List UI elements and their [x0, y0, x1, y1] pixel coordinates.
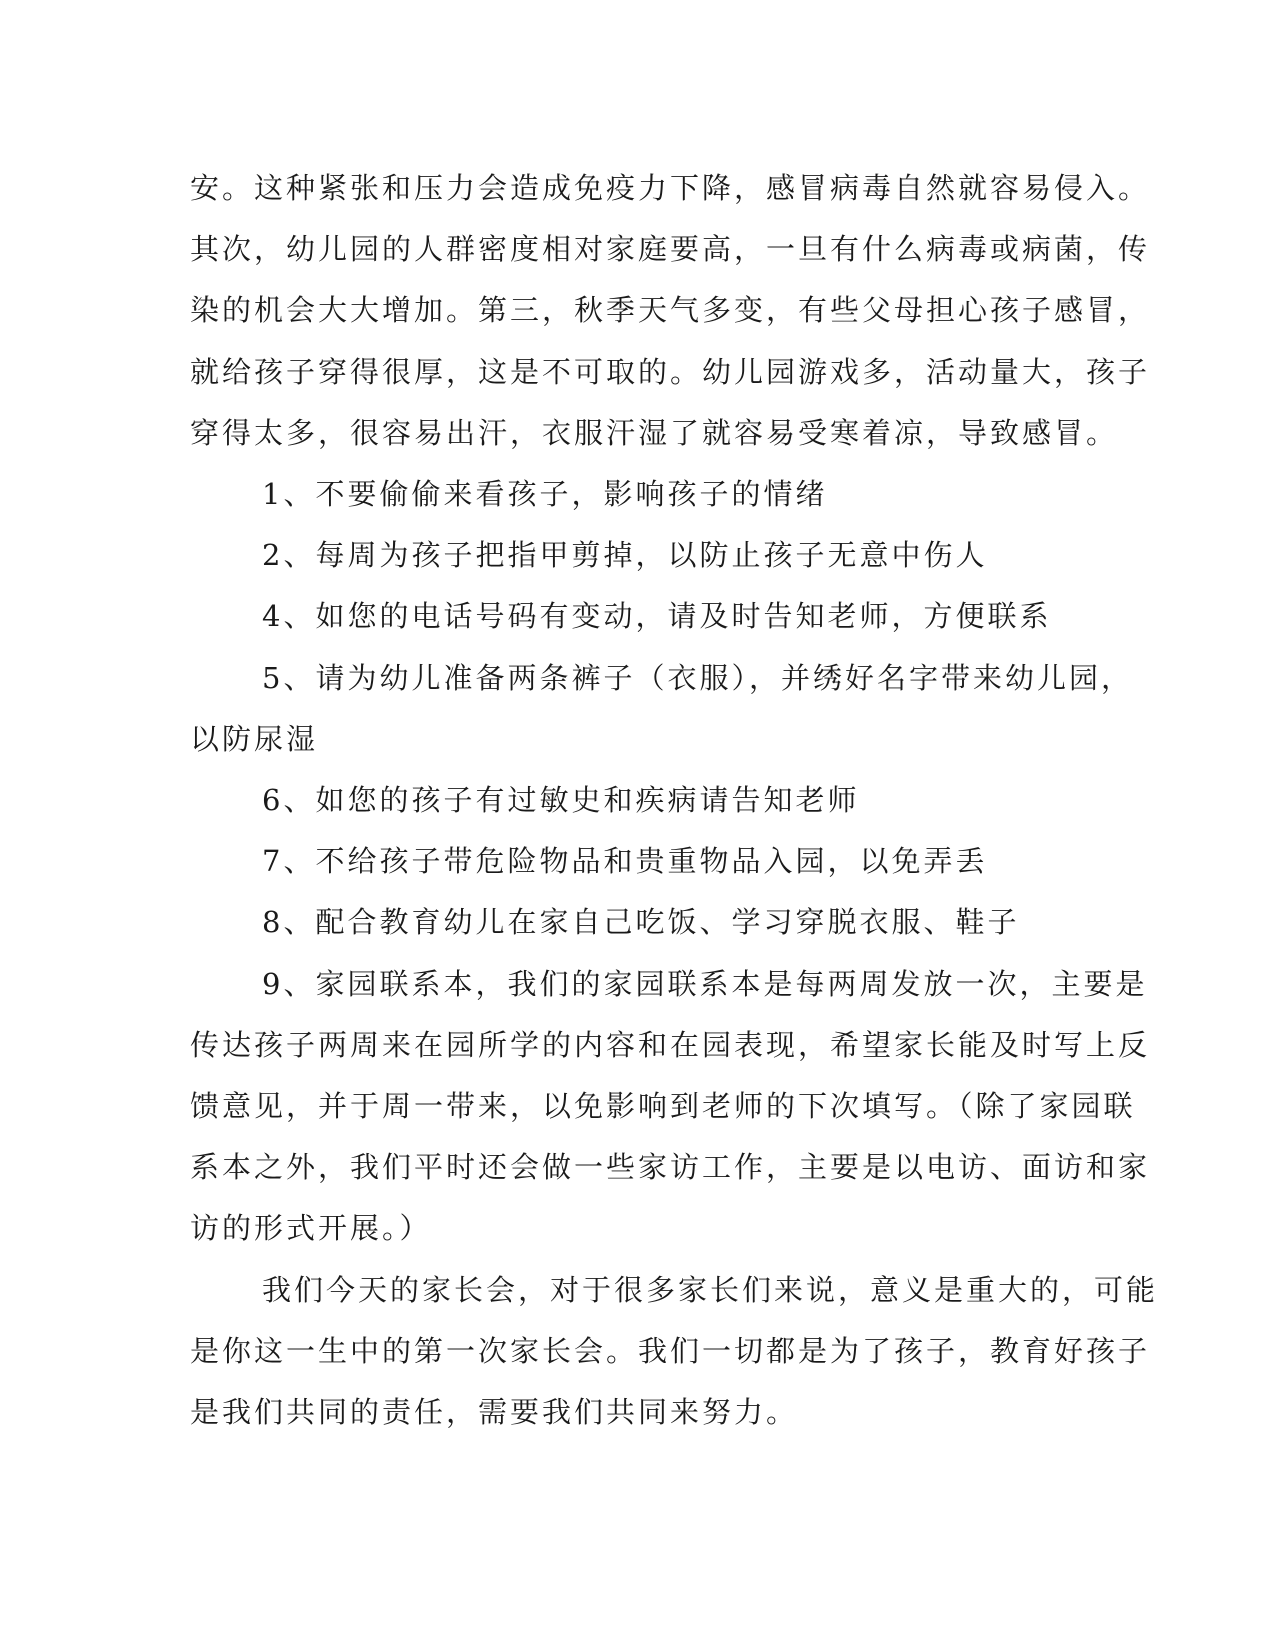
text-line: 染的机会大大增加。第三，秋季天气多变，有些父母担心孩子感冒，	[190, 293, 1151, 328]
list-item: 9、家园联系本，我们的家园联系本是每两周发放一次，主要是	[262, 966, 1148, 1001]
text-line: 系本之外，我们平时还会做一些家访工作，主要是以电访、面访和家	[190, 1150, 1151, 1185]
text-line: 以防尿湿	[190, 721, 319, 756]
text-line: 是你这一生中的第一次家长会。我们一切都是为了孩子，教育好孩子	[190, 1333, 1151, 1368]
text-line: 安。这种紧张和压力会造成免疫力下降，感冒病毒自然就容易侵入。	[190, 171, 1151, 205]
list-item: 2、每周为孩子把指甲剪掉，以防止孩子无意中伤人	[262, 538, 988, 573]
text-line: 就给孩子穿得很厚，这是不可取的。幼儿园游戏多，活动量大，孩子	[190, 354, 1151, 389]
list-item: 6、如您的孩子有过敏史和疾病请告知老师	[262, 783, 860, 818]
text-line: 其次，幼儿园的人群密度相对家庭要高，一旦有什么病毒或病菌，传	[190, 232, 1151, 267]
text-line: 访的形式开展。）	[190, 1211, 432, 1246]
list-item: 7、不给孩子带危险物品和贵重物品入园，以免弄丢	[262, 844, 988, 879]
text-line: 穿得太多，很容易出汗，衣服汗湿了就容易受寒着凉，导致感冒。	[190, 415, 1119, 450]
paragraph-start: 我们今天的家长会，对于很多家长们来说，意义是重大的，可能	[262, 1272, 1159, 1307]
list-item: 5、请为幼儿准备两条裤子（衣服），并绣好名字带来幼儿园，	[262, 660, 1133, 695]
list-item: 1、不要偷偷来看孩子，影响孩子的情绪	[262, 477, 828, 512]
text-line: 传达孩子两周来在园所学的内容和在园表现，希望家长能及时写上反	[190, 1027, 1151, 1062]
text-line: 是我们共同的责任，需要我们共同来努力。	[190, 1395, 799, 1430]
list-item: 8、配合教育幼儿在家自己吃饭、学习穿脱衣服、鞋子	[262, 905, 1020, 940]
text-line: 馈意见，并于周一带来，以免影响到老师的下次填写。（除了家园联	[190, 1089, 1136, 1124]
list-item: 4、如您的电话号码有变动，请及时告知老师，方便联系	[262, 599, 1052, 634]
document-body	[190, 158, 1159, 1443]
